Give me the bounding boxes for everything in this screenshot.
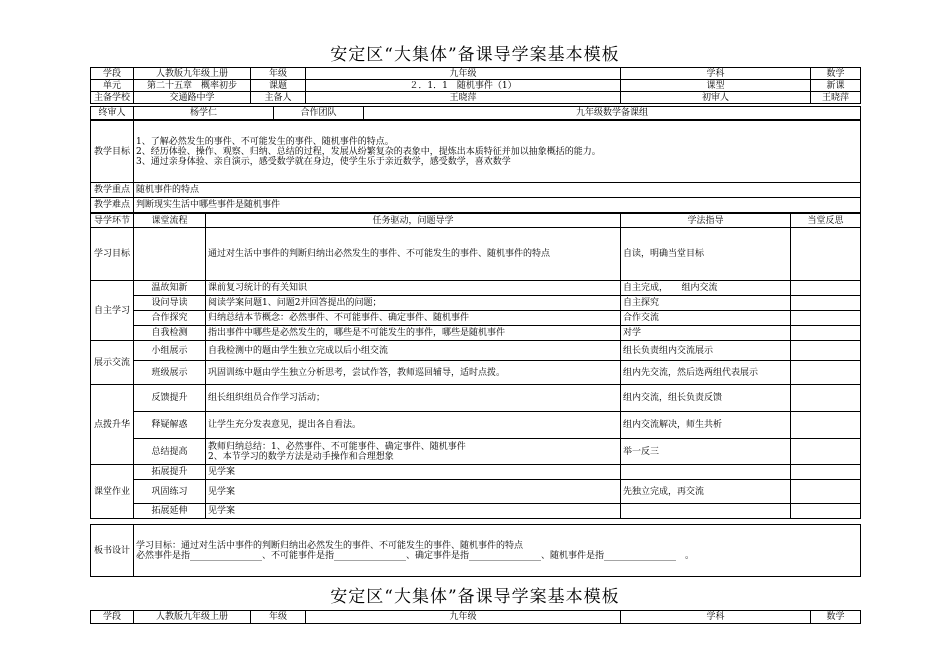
- flow-cell: 释疑解惑: [134, 412, 206, 439]
- label-grade: 年级: [251, 68, 306, 80]
- col-reflection: 当堂反思: [791, 214, 861, 228]
- page2-header-row: [91, 611, 861, 624]
- col-stage: 导学环节: [91, 214, 134, 228]
- task-cell: 通过对生活中事件的判断归纳出必然发生的事件、不可能发生的事件、随机事件的特点: [206, 228, 621, 281]
- board-line: 必然事件是指________________、不可能事件是指________________、确定事件是指________________、随机事件是指________________ 。: [136, 550, 695, 561]
- page2-title: 安定区“大集体”备课导学案基本模板: [330, 587, 620, 607]
- stage-learning-goal: 学习目标: [91, 228, 134, 281]
- task-cell: 阅读学案问题1、问题2并回答提出的问题；: [206, 296, 621, 311]
- table-row: [91, 326, 861, 341]
- table-row: [91, 504, 861, 519]
- reflection-cell: [791, 412, 861, 439]
- header-row-reviewer: [91, 107, 861, 120]
- process-table: [90, 213, 861, 519]
- label-stage: 学段: [91, 68, 134, 80]
- method-cell: 合作交流: [621, 311, 791, 326]
- method-cell: 组长负责组内交流展示: [621, 341, 791, 361]
- flow-cell: 巩固练习: [134, 480, 206, 504]
- stage-self-study: 自主学习: [91, 281, 134, 341]
- task-cell: 教师归纳总结：1、必然事件、不可能事件、确定事件、随机事件 2、本节学习的数学方法是动手操作和合理想象: [206, 439, 621, 465]
- goals-label: 教学目标: [91, 121, 134, 183]
- task-cell: 课前复习统计的有关知识: [206, 281, 621, 296]
- method-cell: 自主完成， 组内交流: [621, 281, 791, 296]
- reflection-cell: [791, 504, 861, 519]
- value-team: 九年级数学备课组: [364, 107, 861, 120]
- value-preparer: 王晓萍: [306, 92, 621, 104]
- goal-line: 2、经历体验、操作、观察、归纳、总结的过程，发展从纷繁复杂的表象中，提炼出本质特征并加以抽象概括的能力。: [136, 146, 601, 157]
- value-subject: 数学: [811, 611, 861, 624]
- board-line: 学习目标：通过对生活中事件的判断归纳出必然发生的事件、不可能发生的事件、随机事件的特点: [136, 540, 524, 551]
- label-topic: 课题: [251, 80, 306, 92]
- value-final-reviewer: 杨学仁: [134, 107, 274, 120]
- task-cell: 见学案: [206, 480, 621, 504]
- reflection-cell: [791, 385, 861, 412]
- table-row: [91, 341, 861, 361]
- flow-cell: 自我检测: [134, 326, 206, 341]
- reflection-cell: [791, 465, 861, 480]
- reflection-cell: [791, 326, 861, 341]
- column-header-row: [91, 214, 861, 228]
- method-cell: 先独立完成，再交流: [621, 480, 791, 504]
- task-cell: 巩固训练中题由学生独立分析思考，尝试作答，教师巡回辅导，适时点拨。: [206, 361, 621, 385]
- task-cell: 见学案: [206, 504, 621, 519]
- label-subject: 学科: [621, 68, 811, 80]
- flow-cell: 小组展示: [134, 341, 206, 361]
- header-row-grade: [91, 68, 861, 80]
- label-lesson-type: 课型: [621, 80, 811, 92]
- table-row: [91, 311, 861, 326]
- reflection-cell: [791, 480, 861, 504]
- value-stage: 人教版九年级上册: [134, 611, 251, 624]
- task-cell: 指出事件中哪些是必然发生的，哪些是不可能发生的事件，哪些是随机事件: [206, 326, 621, 341]
- table-row: [91, 281, 861, 296]
- table-row: [91, 412, 861, 439]
- label-final-reviewer: 终审人: [91, 107, 134, 120]
- value-grade: 九年级: [306, 611, 621, 624]
- goals-table: [90, 120, 861, 213]
- flow-cell: 设问导读: [134, 296, 206, 311]
- table-row: [91, 361, 861, 385]
- flow-cell: 班级展示: [134, 361, 206, 385]
- page-title: 安定区“大集体”备课导学案基本模板: [330, 45, 620, 65]
- reflection-cell: [791, 361, 861, 385]
- value-first-reviewer: 王晓萍: [811, 92, 861, 104]
- method-cell: 举一反三: [621, 439, 791, 465]
- value-subject: 数学: [811, 68, 861, 80]
- reflection-cell: [791, 228, 861, 281]
- task-cell: 让学生充分发表意见，提出各自看法。: [206, 412, 621, 439]
- label-grade: 年级: [251, 611, 306, 624]
- stage-guide: 点拨升华: [91, 385, 134, 465]
- task-cell: 归纳总结本节概念：必然事件、不可能事件、确定事件、随机事件: [206, 311, 621, 326]
- flow-cell: 总结提高: [134, 439, 206, 465]
- board-content: [134, 525, 861, 577]
- label-unit: 单元: [91, 80, 134, 92]
- method-cell: 组内先交流，然后选两组代表展示: [621, 361, 791, 385]
- learning-goal-row: [91, 228, 861, 281]
- difficulty-row: [91, 198, 861, 213]
- method-cell: 对学: [621, 326, 791, 341]
- label-team: 合作团队: [274, 107, 364, 120]
- flow-cell: 合作探究: [134, 311, 206, 326]
- flow-cell: 温故知新: [134, 281, 206, 296]
- value-stage: 人教版九年级上册: [134, 68, 251, 80]
- table-row: [91, 439, 861, 465]
- value-topic: ２．1．1 随机事件（1）: [306, 80, 621, 92]
- board-row: [91, 525, 861, 577]
- reviewer-table: [90, 106, 861, 120]
- table-row: [91, 480, 861, 504]
- goal-line: 1、了解必然发生的事件、不可能发生的事件、随机事件的特点。: [136, 136, 394, 147]
- page2-header-table: [90, 610, 861, 624]
- task-cell: 自我检测中的题由学生独立完成以后小组交流: [206, 341, 621, 361]
- method-cell: [621, 465, 791, 480]
- label-preparer: 主备人: [251, 92, 306, 104]
- col-task: 任务驱动，问题导学: [206, 214, 621, 228]
- table-row: [91, 385, 861, 412]
- value-unit: 第二十五章 概率初步: [134, 80, 251, 92]
- difficulty-text: 判断现实生活中哪些事件是随机事件: [134, 198, 861, 213]
- difficulty-label: 教学难点: [91, 198, 134, 213]
- task-cell: 见学案: [206, 465, 621, 480]
- flow-cell: 拓展延伸: [134, 504, 206, 519]
- label-school: 主备学校: [91, 92, 134, 104]
- header-row-school: [91, 92, 861, 104]
- method-cell: 自主探究: [621, 296, 791, 311]
- method-cell: 组内交流解决，师生共析: [621, 412, 791, 439]
- table-row: [91, 296, 861, 311]
- stage-homework: 课堂作业: [91, 465, 134, 519]
- flow-empty: [134, 228, 206, 281]
- value-grade: 九年级: [306, 68, 621, 80]
- reflection-cell: [791, 296, 861, 311]
- col-flow: 课堂流程: [134, 214, 206, 228]
- board-table: [90, 524, 861, 577]
- key-row: [91, 183, 861, 198]
- reflection-cell: [791, 439, 861, 465]
- header-table: [90, 67, 861, 104]
- key-label: 教学重点: [91, 183, 134, 198]
- col-method: 学法指导: [621, 214, 791, 228]
- key-text: 随机事件的特点: [134, 183, 861, 198]
- goals-row: [91, 121, 861, 183]
- table-row: [91, 465, 861, 480]
- flow-cell: 拓展提升: [134, 465, 206, 480]
- reflection-cell: [791, 281, 861, 296]
- method-cell: 自读，明确当堂目标: [621, 228, 791, 281]
- flow-cell: 反馈提升: [134, 385, 206, 412]
- reflection-cell: [791, 311, 861, 326]
- stage-show: 展示交流: [91, 341, 134, 385]
- goals-content: [134, 121, 861, 183]
- goal-line: 3、通过亲身体验、亲自演示，感受数学就在身边，使学生乐于亲近数学，感受数学，喜欢数学: [136, 156, 511, 167]
- board-label: 板书设计: [91, 525, 134, 577]
- label-stage: 学段: [91, 611, 134, 624]
- header-row-unit: [91, 80, 861, 92]
- label-first-reviewer: 初审人: [621, 92, 811, 104]
- value-lesson-type: 新课: [811, 80, 861, 92]
- reflection-cell: [791, 341, 861, 361]
- method-cell: 组内交流，组长负责反馈: [621, 385, 791, 412]
- label-subject: 学科: [621, 611, 811, 624]
- method-cell: [621, 504, 791, 519]
- value-school: 交通路中学: [134, 92, 251, 104]
- task-cell: 组长组织组员合作学习活动；: [206, 385, 621, 412]
